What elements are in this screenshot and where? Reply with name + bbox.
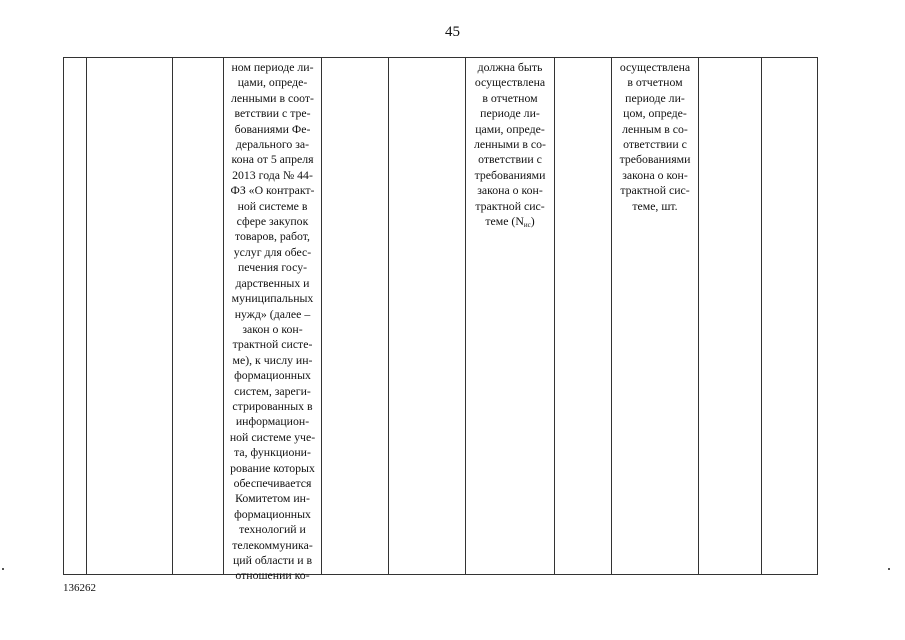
scan-mark: [2, 568, 4, 570]
text-line: кона от 5 апреля: [231, 152, 314, 167]
text-line: закон о кон-: [242, 321, 303, 336]
table-cell-empty: [87, 58, 173, 575]
text-line: ответствии с: [623, 137, 687, 152]
text-line: бованиями Фе-: [234, 121, 311, 136]
text-line: цами, опреде-: [475, 121, 545, 136]
text-line: формационных: [234, 506, 311, 521]
text-line: телекоммуника-: [232, 537, 313, 552]
text-line: ций области и в: [232, 553, 313, 567]
text-line: осуществлена: [619, 60, 691, 74]
document-table: [63, 57, 818, 583]
table-cell-unit: [612, 58, 699, 575]
indicator-text: [467, 58, 553, 572]
text-line: должна быть: [477, 60, 543, 74]
text-line: стрированных в: [232, 398, 313, 413]
text-line: ной системе в: [237, 198, 308, 213]
text-line: теме, шт.: [632, 198, 678, 213]
text-line: 2013 года № 44-: [232, 167, 313, 182]
text-line: ной системе уче-: [229, 429, 316, 444]
text-line: технологий и: [239, 522, 306, 537]
text-line: дерального за-: [235, 137, 310, 152]
text-line: цами, опреде-: [237, 75, 308, 90]
text-line: теме $(N_{ис})$: [485, 214, 535, 230]
text-line: систем, зареги-: [234, 383, 311, 398]
table-cell-empty: [64, 58, 87, 575]
text-line: ме), к числу ин-: [232, 352, 313, 367]
table-cell-empty: [555, 58, 612, 575]
text-line: ветствии с тре-: [234, 106, 311, 121]
text-line: сфере закупок: [236, 214, 309, 229]
text-line: информацион-: [235, 414, 310, 429]
text-line: трактной сис-: [620, 183, 690, 198]
text-line: та, функциони-: [234, 445, 311, 460]
text-line: требованиями: [474, 167, 546, 182]
text-line: осуществлена: [474, 75, 546, 90]
unit-text: [613, 58, 697, 572]
text-line: отношении ко-: [235, 568, 310, 583]
text-line: трактной систе-: [232, 337, 313, 352]
text-line: в отчетном: [482, 90, 538, 105]
text-line: рование которых: [230, 460, 315, 475]
text-line: требованиями: [619, 152, 691, 167]
text-line: Комитетом ин-: [235, 491, 310, 506]
table-row: [64, 58, 818, 575]
text-line: ном периоде ли-: [231, 60, 314, 74]
text-line: периоде ли-: [625, 90, 685, 105]
text-line: нужд» (далее –: [234, 306, 311, 321]
table-cell-empty: [389, 58, 466, 575]
text-line: в отчетном: [627, 75, 683, 90]
document-code: 136262: [63, 582, 96, 594]
text-line: закона о кон-: [477, 183, 543, 198]
description-text: [225, 58, 320, 583]
scan-mark: [888, 568, 890, 570]
page-number: 45: [445, 24, 460, 40]
table-cell-description: [224, 58, 322, 583]
table-cell-empty: [762, 58, 818, 575]
text-line: цом, опреде-: [623, 106, 687, 121]
text-line: муниципальных: [231, 291, 314, 306]
text-line: формационных: [234, 368, 311, 383]
table-cell-empty: [322, 58, 389, 575]
text-line: ленным в со-: [622, 121, 688, 136]
table-cell-empty: [173, 58, 224, 575]
table-cell-indicator: [466, 58, 555, 575]
text-line: ленными в соот-: [231, 90, 314, 105]
text-line: ленными в со-: [474, 137, 546, 152]
text-line: закона о кон-: [622, 167, 688, 182]
text-line: печения госу-: [237, 260, 308, 275]
text-line: услуг для обес-: [233, 244, 312, 259]
text-line: ответствии с: [478, 152, 542, 167]
text-line: обеспечивается: [233, 475, 312, 490]
subscript: ис: [523, 221, 531, 230]
text-line: товаров, работ,: [235, 229, 310, 244]
text-line: периоде ли-: [480, 106, 540, 121]
text-line: ФЗ «О контракт-: [230, 183, 315, 198]
text-line: дарственных и: [235, 275, 310, 290]
text-line: трактной сис-: [475, 198, 545, 213]
table-cell-empty: [699, 58, 762, 575]
